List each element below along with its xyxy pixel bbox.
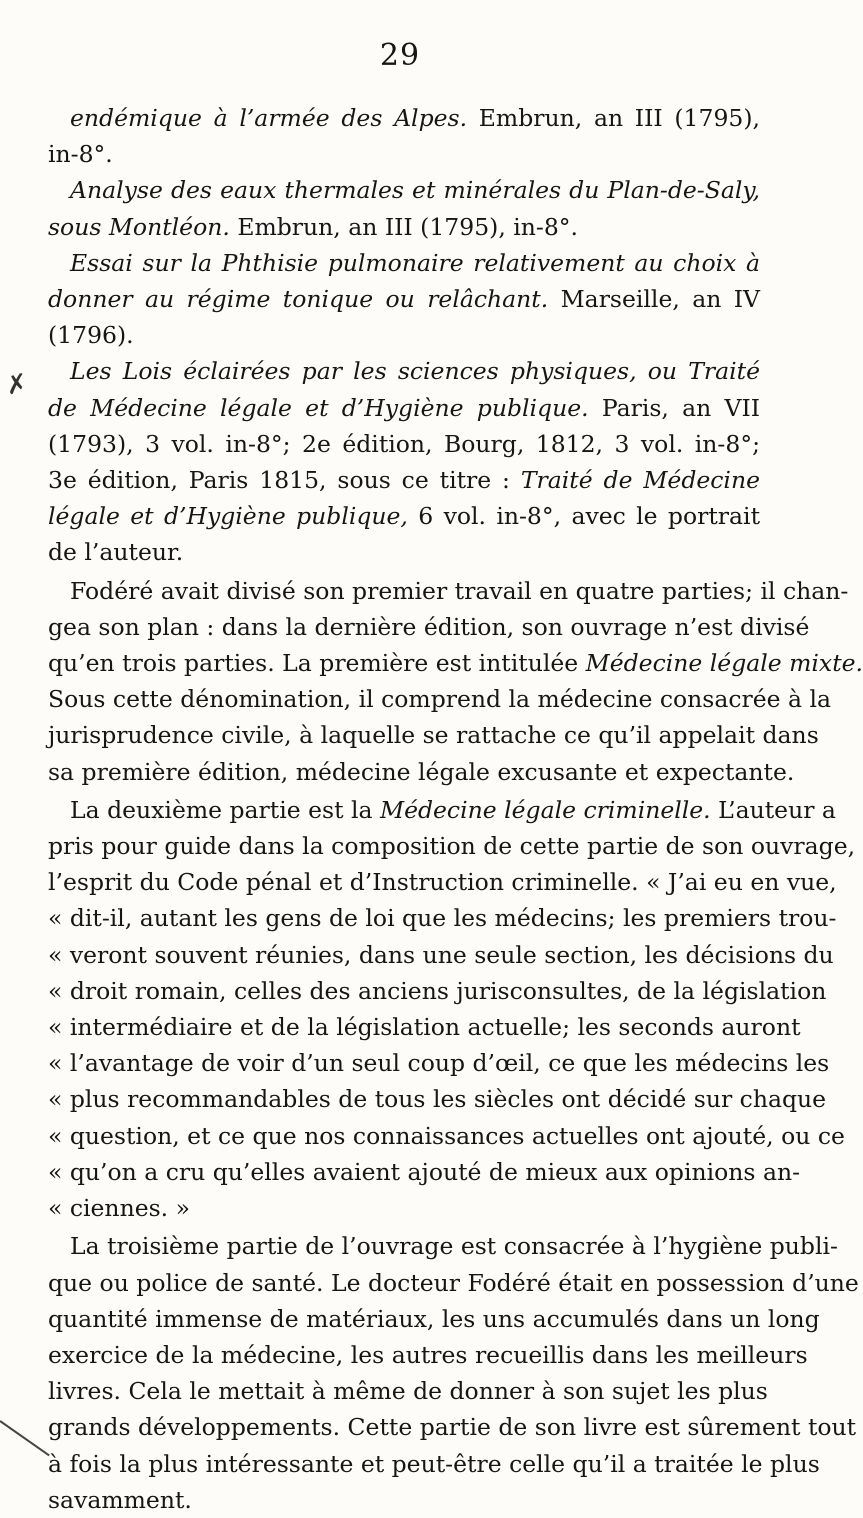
text-run: quantité immense de matériaux, les uns accumulés dans un long bbox=[48, 1304, 820, 1333]
text-run: (1793), 3 vol. in-8°; 2e édition, Bourg, 1812, 3 vol. in-8°; bbox=[48, 429, 760, 458]
italic-title: légale et d’Hygiène publique, bbox=[48, 502, 408, 531]
text-run: in-8°. bbox=[48, 140, 113, 169]
text-line bbox=[48, 1009, 801, 1045]
text-run: grands développements. Cette partie de son livre est sûrement tout bbox=[48, 1413, 857, 1442]
text-line bbox=[48, 172, 760, 208]
italic-title: Essai sur la Phthisie pulmonaire relativement au choix à bbox=[70, 248, 760, 277]
text-line bbox=[48, 426, 760, 462]
text-run: jurisprudence civile, à laquelle se rattache ce qu’il appelait dans bbox=[48, 721, 819, 750]
text-line bbox=[48, 1081, 827, 1117]
text-run: que ou police de santé. Le docteur Fodéré était en possession d’une bbox=[48, 1268, 859, 1297]
text-run: exercice de la médecine, les autres recueillis dans les meilleurs bbox=[48, 1340, 808, 1369]
text-line bbox=[48, 1482, 760, 1518]
text-run: (1796). bbox=[48, 321, 134, 350]
text-line bbox=[48, 1154, 801, 1190]
text-line bbox=[48, 937, 834, 973]
text-line bbox=[48, 353, 760, 389]
text-run: L’auteur a bbox=[710, 795, 836, 824]
italic-title: Traité de Médecine bbox=[520, 466, 760, 495]
italic-title: de Médecine légale et d’Hygiène publique. bbox=[48, 393, 589, 422]
text-run: sa première édition, médecine légale excusante et expectante. bbox=[48, 757, 795, 786]
text-run: « question, et ce que nos connaissances actuelles ont ajouté, ou ce bbox=[48, 1121, 845, 1150]
paragraph bbox=[48, 1228, 859, 1518]
text-run: à fois la plus intéressante et peut-être celle qu’il a traitée le plus bbox=[48, 1449, 820, 1478]
text-line bbox=[48, 1446, 820, 1482]
text-run: « l’avantage de voir d’un seul coup d’œil, ce que les médecins les bbox=[48, 1049, 830, 1078]
text-run: La troisième partie de l’ouvrage est consacrée à l’hygiène publi- bbox=[70, 1232, 838, 1261]
text-run: l’esprit du Code pénal et d’Instruction criminelle. « J’ai eu en vue, bbox=[48, 868, 837, 897]
italic-title: Médecine légale mixte. bbox=[585, 649, 863, 678]
bibliography-entry bbox=[48, 100, 760, 172]
text-run: Fodéré avait divisé son premier travail en quatre parties; il chan- bbox=[70, 576, 849, 605]
text-run: savamment. bbox=[48, 1485, 192, 1514]
text-line bbox=[48, 864, 837, 900]
text-line bbox=[48, 1373, 768, 1409]
text-run: « ciennes. » bbox=[48, 1194, 190, 1223]
text-line bbox=[48, 1337, 808, 1373]
italic-title: Médecine légale criminelle. bbox=[380, 795, 711, 824]
italic-title: sous Montléon. bbox=[48, 212, 230, 241]
text-run: « intermédiaire et de la législation actuelle; les seconds auront bbox=[48, 1013, 801, 1042]
paragraph bbox=[48, 792, 856, 1226]
text-run: gea son plan : dans la dernière édition, son ouvrage n’est divisé bbox=[48, 612, 810, 641]
text-run: « veront souvent réunies, dans une seule section, les décisions du bbox=[48, 940, 834, 969]
text-line bbox=[48, 1265, 859, 1301]
text-line bbox=[48, 534, 760, 570]
text-run: « dit-il, autant les gens de loi que les médecins; les premiers trou- bbox=[48, 904, 837, 933]
page-number: 29 bbox=[379, 38, 421, 73]
text-run: « qu’on a cru qu’elles avaient ajouté de mieux aux opinions an- bbox=[48, 1157, 801, 1186]
text-line bbox=[48, 1190, 760, 1226]
text-line bbox=[48, 245, 760, 281]
text-line bbox=[48, 1045, 830, 1081]
text-run: Paris, an VII bbox=[588, 393, 761, 422]
text-run: Embrun, an III (1795), bbox=[467, 104, 760, 132]
italic-title: Analyse des eaux thermales et minérales du Plan-de-Saly, bbox=[70, 176, 760, 205]
text-line bbox=[48, 1228, 838, 1264]
text-line bbox=[48, 900, 837, 936]
text-line bbox=[48, 498, 760, 534]
text-run: La deuxième partie est la bbox=[70, 795, 381, 824]
text-run: qu’en trois parties. La première est intitulée bbox=[48, 649, 586, 678]
text-line bbox=[48, 317, 760, 353]
text-line bbox=[48, 390, 760, 426]
text-line bbox=[48, 281, 760, 317]
text-run: « droit romain, celles des anciens jurisconsultes, de la législation bbox=[48, 976, 827, 1005]
text-line bbox=[48, 792, 836, 828]
margin-annotation-mark: ✗ bbox=[3, 368, 31, 402]
text-line bbox=[48, 717, 819, 753]
text-run: Sous cette dénomination, il comprend la médecine consacrée à la bbox=[48, 685, 832, 714]
text-line bbox=[48, 645, 863, 681]
italic-title: endémique à l’armée des Alpes. bbox=[70, 104, 468, 132]
text-line bbox=[48, 1409, 857, 1445]
text-run: Embrun, an III (1795), in-8°. bbox=[229, 212, 579, 241]
text-line bbox=[48, 609, 810, 645]
italic-title: Les Lois éclairées par les sciences physiques, ou Traité bbox=[70, 357, 760, 386]
paragraph bbox=[48, 573, 863, 790]
text-line bbox=[48, 462, 760, 498]
text-run: livres. Cela le mettait à même de donner à son sujet les plus bbox=[48, 1377, 768, 1406]
bibliography-entry bbox=[48, 172, 760, 244]
body-text bbox=[48, 100, 863, 1518]
text-line bbox=[48, 209, 760, 245]
text-line bbox=[48, 973, 827, 1009]
text-run: « plus recommandables de tous les siècles ont décidé sur chaque bbox=[48, 1085, 827, 1114]
text-line bbox=[48, 754, 795, 790]
text-line bbox=[48, 136, 760, 172]
text-run: Marseille, an IV bbox=[548, 285, 761, 314]
text-run: 3e édition, Paris 1815, sous ce titre : bbox=[48, 466, 521, 495]
corner-pencil-mark bbox=[0, 1420, 50, 1456]
text-line bbox=[48, 1301, 820, 1337]
text-line bbox=[48, 828, 856, 864]
text-line bbox=[48, 1118, 845, 1154]
text-run: pris pour guide dans la composition de cette partie de son ouvrage, bbox=[48, 832, 856, 861]
text-line bbox=[48, 100, 760, 136]
text-line bbox=[48, 573, 849, 609]
bibliography-entry bbox=[48, 353, 760, 570]
bibliography-entry bbox=[48, 245, 760, 354]
italic-title: donner au régime tonique ou relâchant. bbox=[48, 285, 549, 314]
text-run: 6 vol. in-8°, avec le portrait bbox=[407, 502, 761, 531]
text-line bbox=[48, 681, 832, 717]
text-run: de l’auteur. bbox=[48, 538, 184, 567]
